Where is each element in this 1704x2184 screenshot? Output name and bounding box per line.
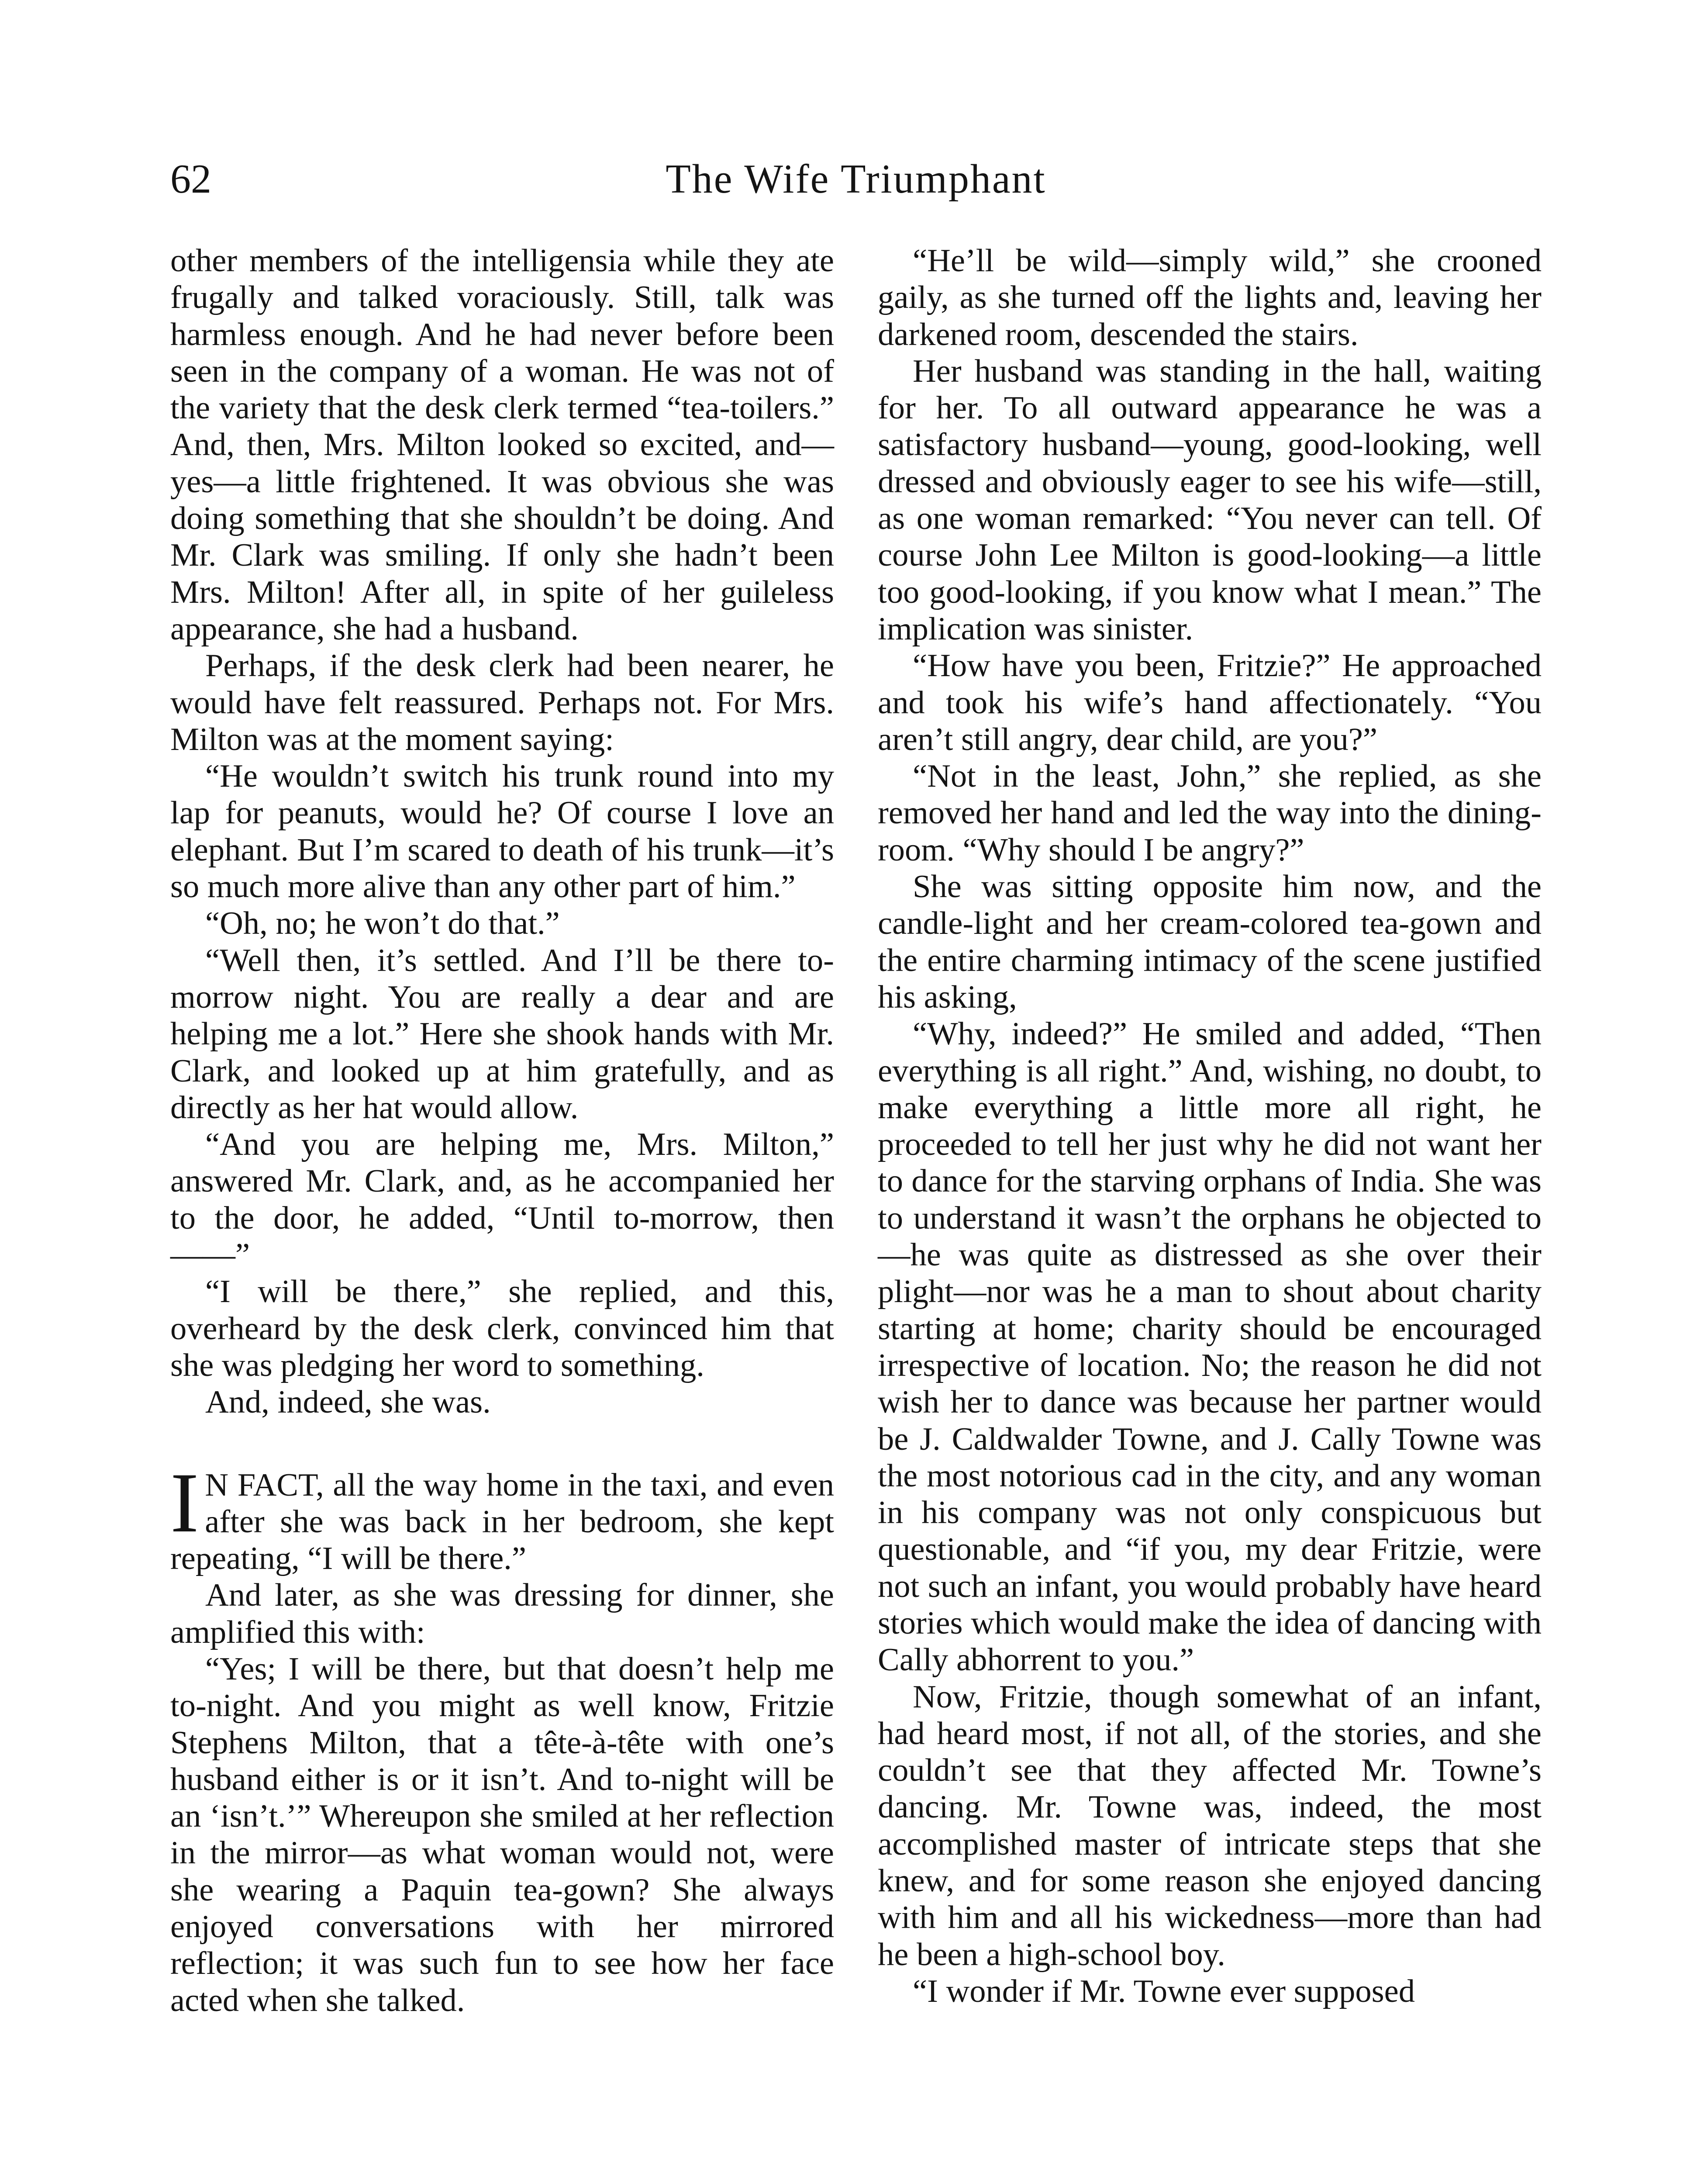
page-number: 62 xyxy=(170,156,211,202)
paragraph: Now, Fritzie, though somewhat of an infant, had heard most, if not all, of the stories, and she couldn’t see that they affected Mr. Towne’s dancing. Mr. Towne was, indeed, the most accomplished master of intricate steps that she knew, and for some reason she enjoyed dancing with him and all his wickedness—more than had he been a high-school boy. xyxy=(878,1679,1542,1973)
paragraph: And, indeed, she was. xyxy=(205,1384,491,1420)
section-opening-text: N FACT, all the way home in the taxi, and even after she was back in her bedroom, she kept repeating, “I will be there.” xyxy=(170,1467,834,1577)
paragraph: “Well then, it’s settled. And I’ll be there to-morrow night. You are really a dear and are helping me a lot.” Here she shook hands with Mr. Clark, and looked up at him gratefully, and as directly as her hat would allow. xyxy=(170,942,834,1126)
paragraph: Perhaps, if the desk clerk had been nearer, he would have felt reassured. Perhaps not. For Mrs. Milton was at the moment saying: xyxy=(170,648,834,757)
right-column xyxy=(878,242,1542,2010)
paragraph: “Oh, no; he won’t do that.” xyxy=(205,905,560,942)
paragraph: Her husband was standing in the hall, waiting for her. To all outward appearance he was a satisfactory husband—young, good-looking, well dressed and obviously eager to see his wife—still, as one woman remarked: “You never can tell. Of course John Lee Milton is good-looking—a little too good-looking, if you know what I mean.” The implication was sinister. xyxy=(878,353,1542,647)
paragraph: “How have you been, Fritzie?” He approached and took his wife’s hand affectionately. “You aren’t still angry, dear child, are you?” xyxy=(878,648,1542,757)
paragraph: And later, as she was dressing for dinner, she amplified this with: xyxy=(170,1577,834,1650)
running-title: The Wife Triumphant xyxy=(666,156,1046,202)
section-break xyxy=(170,1421,834,1467)
paragraph: “He’ll be wild—simply wild,” she crooned gaily, as she turned off the lights and, leaving her darkened room, descended the stairs. xyxy=(878,243,1542,352)
paragraph: She was sitting opposite him now, and the candle-light and her cream-colored tea-gown and the entire charming intimacy of the scene justified his asking, xyxy=(878,869,1542,1015)
paragraph: “He wouldn’t switch his trunk round into my lap for peanuts, would he? Of course I love an elephant. But I’m scared to death of his trunk—it’s so much more alive than any other part of him.” xyxy=(170,758,834,905)
paragraph: “I wonder if Mr. Towne ever supposed xyxy=(913,1973,1415,2009)
drop-cap: I xyxy=(170,1455,199,1550)
paragraph: “Not in the least, John,” she replied, as she removed her hand and led the way into the dining-room. “Why should I be angry?” xyxy=(878,758,1542,868)
paragraph: “And you are helping me, Mrs. Milton,” answered Mr. Clark, and, as he accompanied her to the door, he added, “Until to-morrow, then——” xyxy=(170,1127,834,1273)
page-header xyxy=(170,153,1542,214)
paragraph: other members of the intelligensia while they ate frugally and talked voraciously. Still, talk was harmless enough. And he had never before been seen in the company of a woman. He was not of the variety that the desk clerk termed “tea-toilers.” And, then, Mrs. Milton looked so excited, and—yes—a little frightened. It was obvious she was doing something that she shouldn’t be doing. And Mr. Clark was smiling. If only she hadn’t been Mrs. Milton! After all, in spite of her guileless appearance, she had a husband. xyxy=(170,243,834,647)
section-opening-paragraph xyxy=(170,1455,834,1577)
left-column xyxy=(170,242,834,2019)
paragraph: “Why, indeed?” He smiled and added, “Then everything is all right.” And, wishing, no doubt, to make everything a little more all right, he proceeded to tell her just why he did not want her to dance for the starving orphans of India. She was to understand it wasn’t the orphans he objected to—he was quite as distressed as she over their plight—nor was he a man to shout about charity starting at home; charity should be encouraged irrespective of location. No; the reason he did not wish her to dance was because her partner would be J. Caldwalder Towne, and J. Cally Towne was the most notorious cad in the city, and any woman in his company was not only conspicuous but questionable, and “if you, my dear Fritzie, were not such an infant, you would probably have heard stories which would make the idea of dancing with Cally abhorrent to you.” xyxy=(878,1016,1542,1678)
paragraph: “I will be there,” she replied, and this, overheard by the desk clerk, convinced him that she was pledging her word to something. xyxy=(170,1274,834,1383)
paragraph: “Yes; I will be there, but that doesn’t help me to-night. And you might as well know, Fritzie Stephens Milton, that a tête-à-tête with one’s husband either is or it isn’t. And to-night will be an ‘isn’t.’” Whereupon she smiled at her reflection in the mirror—as what woman would not, were she wearing a Paquin tea-gown? She always enjoyed conversations with her mirrored reflection; it was such fun to see how her face acted when she talked. xyxy=(170,1651,834,2018)
